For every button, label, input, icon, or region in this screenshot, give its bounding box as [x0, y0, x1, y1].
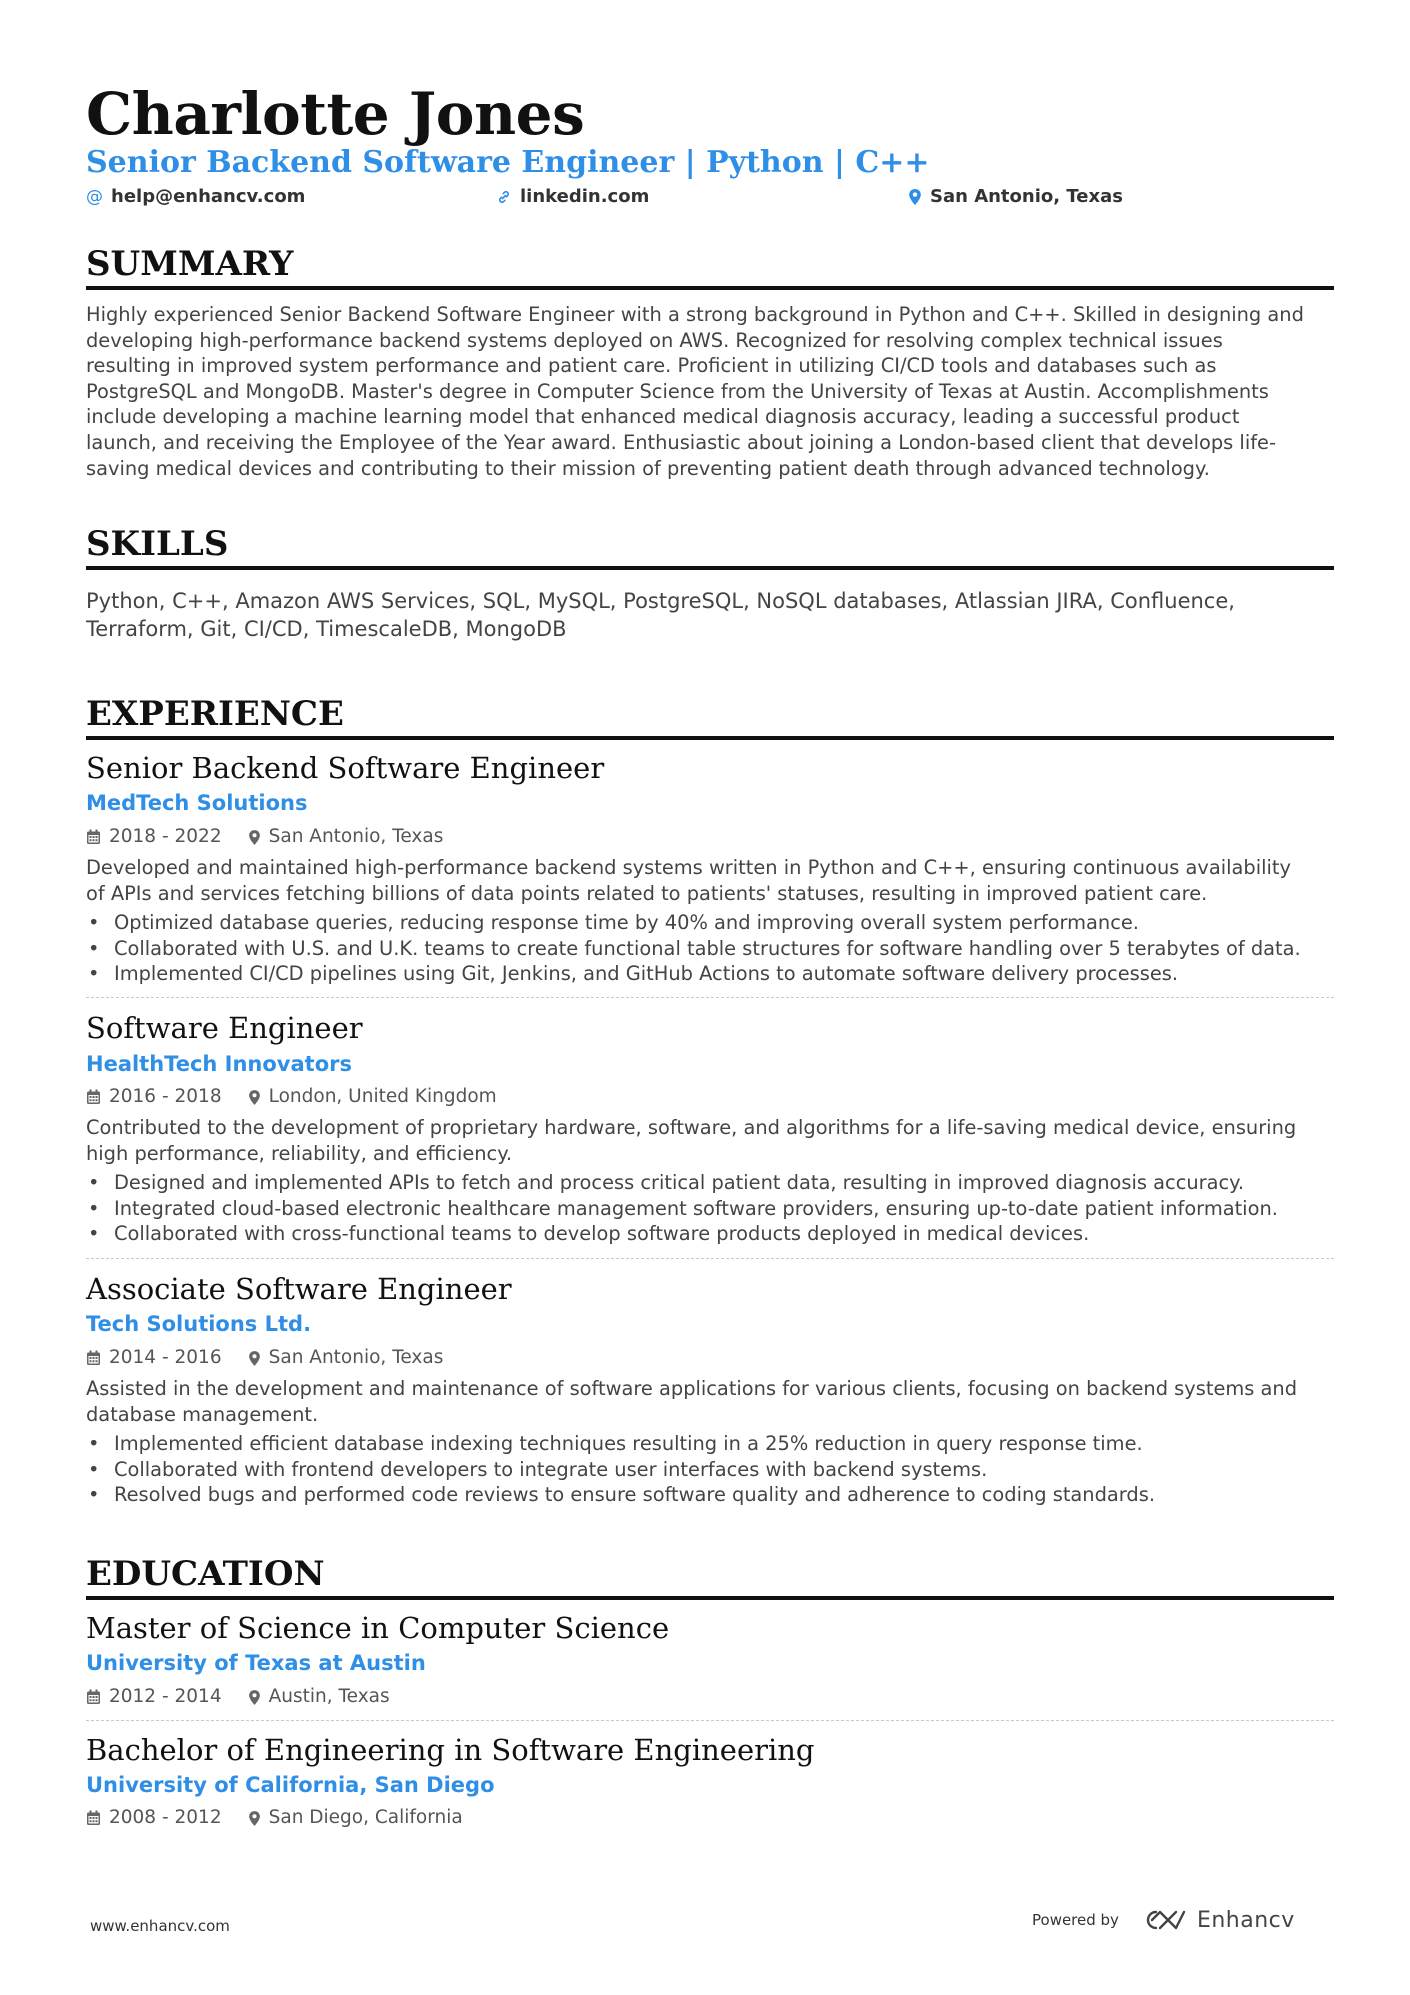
candidate-name: Charlotte Jones [86, 80, 585, 148]
job-meta [86, 1346, 469, 1370]
at-sign-icon: @ [86, 187, 103, 207]
job-meta [86, 825, 469, 849]
description-line: high performance, reliability, and efficiency. [86, 1141, 513, 1165]
summary-line: resulting in improved system performance and patient care. Proficient in utilizing CI/CD tools and databases such as [86, 354, 1217, 378]
education-meta [86, 1806, 489, 1830]
location-pin-icon [248, 829, 261, 846]
job-dates [86, 825, 222, 849]
location-text: London, United Kingdom [268, 1086, 497, 1107]
list-item: • Collaborated with U.S. and U.K. teams to create functional table structures for software handling over 5 terabytes of data. [88, 936, 1301, 960]
skills-line: Python, C++, Amazon AWS Services, SQL, MySQL, PostgreSQL, NoSQL databases, Atlassian JIRA, Confluence, [86, 589, 1235, 613]
job-company: Tech Solutions Ltd. [86, 1312, 312, 1336]
calendar-icon [86, 1689, 101, 1705]
linkedin-text: linkedin.com [520, 186, 650, 207]
education-location [248, 1685, 390, 1709]
skills-heading: SKILLS [86, 522, 1334, 570]
location-text: San Antonio, Texas [930, 186, 1123, 207]
list-item: • Collaborated with frontend developers to integrate user interfaces with backend systems. [88, 1457, 988, 1481]
dates-text: 2012 - 2014 [109, 1686, 222, 1707]
description-line: Assisted in the development and maintenance of software applications for various clients, focusing on backend systems and [86, 1377, 1298, 1400]
job-bullets [86, 1170, 1334, 1247]
dates-text: 2018 - 2022 [109, 826, 222, 847]
education-meta [86, 1685, 416, 1709]
list-item: • Implemented CI/CD pipelines using Git, Jenkins, and GitHub Actions to automate software delivery processes. [88, 962, 1179, 986]
location-pin-icon [248, 1810, 261, 1827]
link-icon [496, 189, 512, 205]
degree-title: Bachelor of Engineering in Software Engineering [86, 1733, 815, 1767]
powered-by-label: Powered by [1032, 1911, 1119, 1929]
education-dates [86, 1806, 222, 1830]
dates-text: 2008 - 2012 [109, 1807, 222, 1828]
summary-line: Highly experienced Senior Backend Software Engineer with a strong background in Python and C++. Skilled in designing and [86, 303, 1304, 326]
job-dates [86, 1346, 222, 1370]
education-heading: EDUCATION [86, 1552, 1334, 1600]
job-bullets [86, 1431, 1334, 1508]
list-item: • Implemented efficient database indexing techniques resulting in a 25% reduction in query response time. [88, 1432, 1143, 1455]
job-description [86, 1376, 1334, 1427]
summary-line: developing high-performance backend systems deployed on AWS. Recognized for resolving complex technical issues [86, 328, 1223, 352]
job-dates [86, 1085, 222, 1109]
calendar-icon [86, 829, 101, 845]
summary-line: saving medical devices and contributing to their mission of preventing patient death through advanced technology. [86, 456, 1210, 480]
job-location [248, 1085, 497, 1109]
job-company: HealthTech Innovators [86, 1052, 352, 1076]
entry-divider [86, 1258, 1334, 1259]
dates-text: 2014 - 2016 [109, 1347, 222, 1368]
contact-location [908, 184, 1123, 210]
footer-website[interactable]: www.enhancv.com [90, 1917, 230, 1935]
job-role: Senior Backend Software Engineer [86, 751, 605, 785]
list-item: • Collaborated with cross-functional teams to develop software products deployed in medical devices. [88, 1222, 1090, 1246]
school-name: University of Texas at Austin [86, 1651, 426, 1675]
brand-name: Enhancv [1196, 1907, 1295, 1933]
location-pin-icon [248, 1689, 261, 1706]
email-text: help@enhancv.com [111, 186, 306, 207]
job-description [86, 855, 1334, 906]
school-name: University of California, San Diego [86, 1773, 495, 1797]
skills-text [86, 587, 1334, 643]
job-company: MedTech Solutions [86, 791, 308, 815]
headline-title: Senior Backend Software Engineer | Python | C++ [86, 145, 930, 180]
location-pin-icon [248, 1089, 261, 1106]
summary-text [86, 302, 1334, 481]
list-item: • Integrated cloud-based electronic healthcare management software providers, ensuring up-to-date patient information. [88, 1196, 1278, 1220]
description-line: database management. [86, 1402, 319, 1426]
summary-line: include developing a machine learning model that enhanced medical diagnosis accuracy, leading a successful product [86, 405, 1240, 429]
job-bullets [86, 910, 1334, 987]
summary-line: launch, and receiving the Employee of the Year award. Enthusiastic about joining a London-based client that develops life- [86, 430, 1276, 454]
location-text: San Antonio, Texas [268, 826, 444, 847]
contact-email[interactable] [86, 184, 305, 210]
job-role: Software Engineer [86, 1011, 363, 1045]
calendar-icon [86, 1350, 101, 1366]
skills-line: Terraform, Git, CI/CD, TimescaleDB, MongoDB [86, 617, 567, 641]
job-meta [86, 1085, 523, 1109]
enhancv-logo-icon [1141, 1908, 1187, 1932]
calendar-icon [86, 1089, 101, 1105]
entry-divider [86, 1720, 1334, 1721]
degree-title: Master of Science in Computer Science [86, 1611, 670, 1645]
location-pin-icon [248, 1350, 261, 1367]
contact-linkedin[interactable] [496, 184, 649, 210]
location-text: Austin, Texas [268, 1686, 390, 1707]
summary-line: PostgreSQL and MongoDB. Master's degree in Computer Science from the University of Texas at Austin. Accomplishments [86, 379, 1269, 403]
enhancv-logo[interactable] [1141, 1908, 1295, 1933]
footer-branding [1032, 1902, 1295, 1938]
experience-heading: EXPERIENCE [86, 692, 1334, 740]
list-item: • Resolved bugs and performed code reviews to ensure software quality and adherence to coding standards. [88, 1483, 1155, 1507]
description-line: Contributed to the development of proprietary hardware, software, and algorithms for a life-saving medical device, ensuring [86, 1116, 1297, 1139]
contact-bar [86, 184, 1334, 210]
description-line: Developed and maintained high-performance backend systems written in Python and C++, ensuring continuous availability [86, 856, 1291, 879]
job-location [248, 1346, 444, 1370]
location-text: San Diego, California [268, 1807, 463, 1828]
list-item: • Designed and implemented APIs to fetch and process critical patient data, resulting in improved diagnosis accuracy. [88, 1171, 1245, 1194]
entry-divider [86, 997, 1334, 998]
summary-heading: SUMMARY [86, 242, 1334, 290]
dates-text: 2016 - 2018 [109, 1086, 222, 1107]
description-line: of APIs and services fetching billions of data points related to patients' statuses, resulting in improved patient care. [86, 881, 1208, 905]
location-pin-icon [908, 188, 922, 206]
location-text: San Antonio, Texas [268, 1347, 444, 1368]
calendar-icon [86, 1810, 101, 1826]
list-item: • Optimized database queries, reducing response time by 40% and improving overall system performance. [88, 911, 1139, 934]
education-location [248, 1806, 463, 1830]
job-description [86, 1115, 1334, 1166]
education-dates [86, 1685, 222, 1709]
job-location [248, 825, 444, 849]
job-role: Associate Software Engineer [86, 1272, 512, 1306]
